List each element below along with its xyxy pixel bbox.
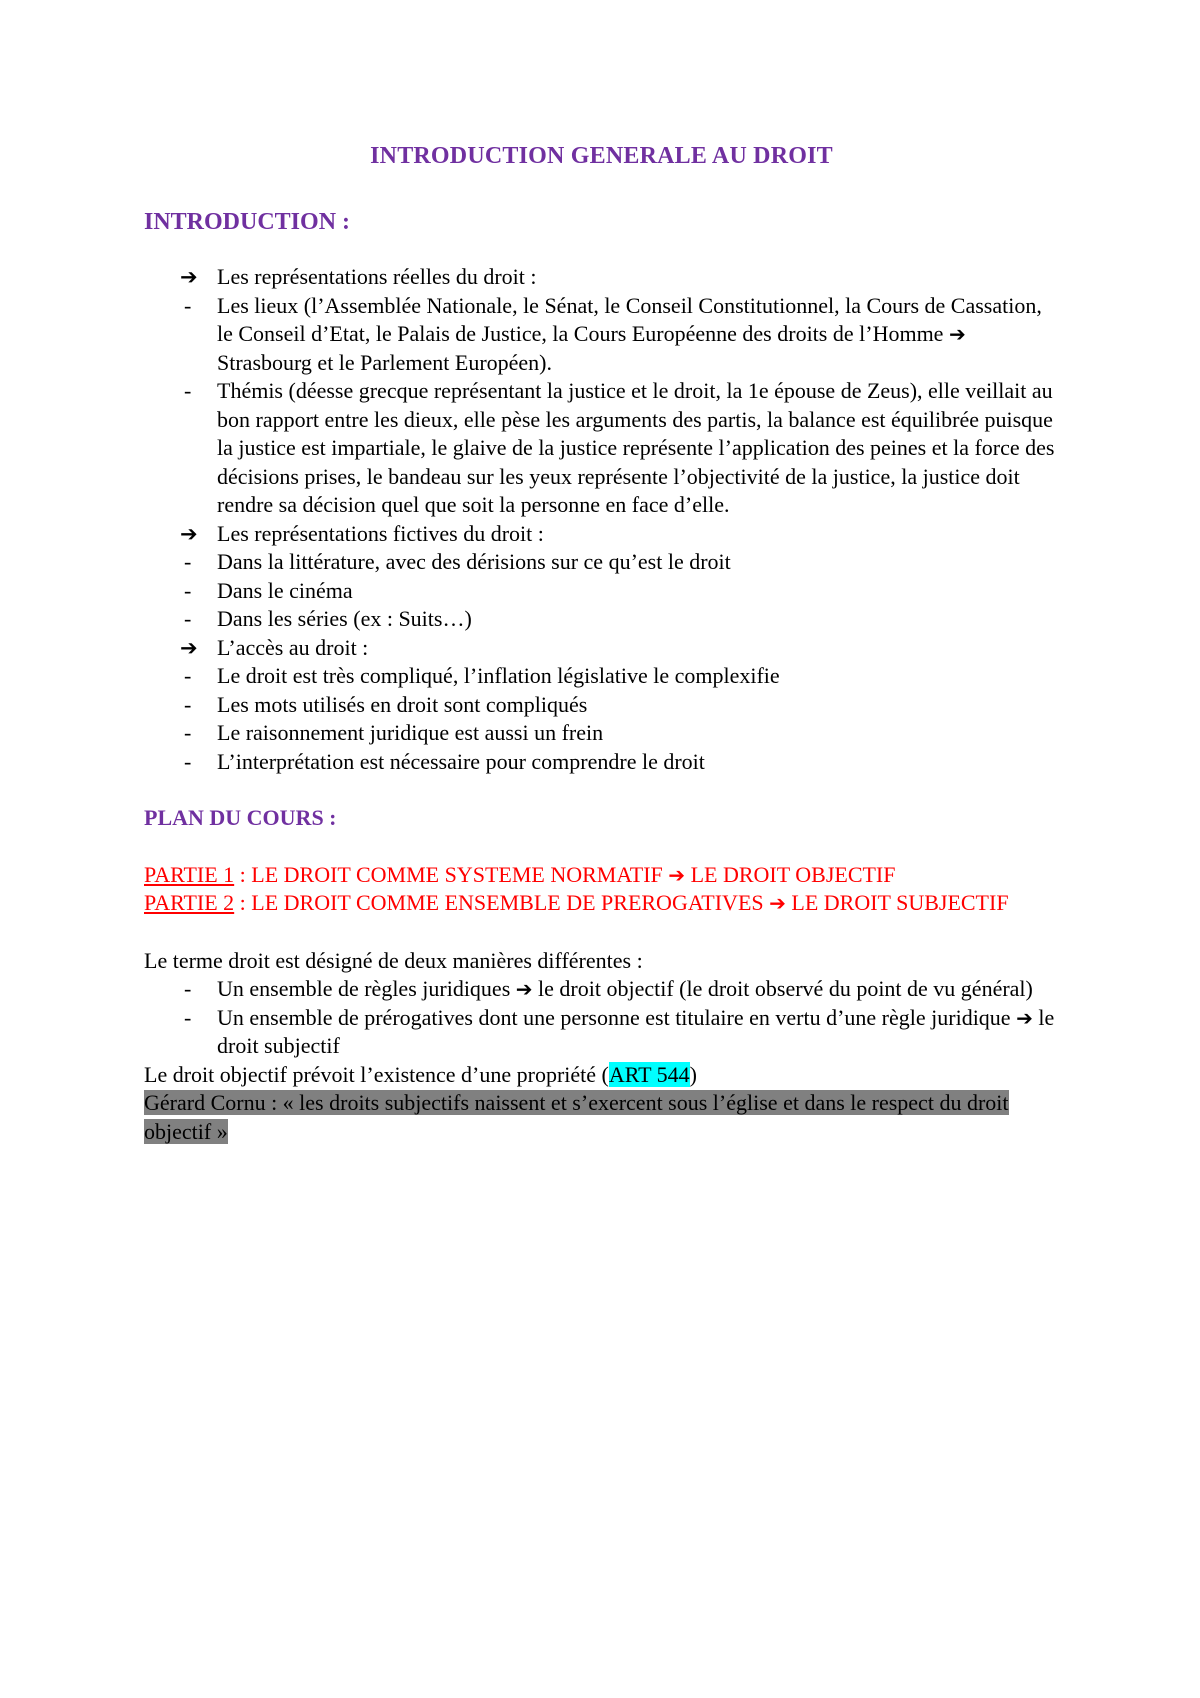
arrow-right-icon: ➔ [515,977,533,1001]
dash-bullet: - [184,720,192,745]
list-item-text: Le droit est très compliqué, l’inflation législative le complexifie [217,663,780,688]
arrow-bullet-icon: ➔ [180,635,198,660]
property-text-end: ) [689,1061,697,1087]
quote-paragraph [144,1089,1056,1146]
list-item [144,520,1059,549]
plan-part-text: : LE DROIT COMME ENSEMBLE DE PREROGATIVES [234,890,770,915]
list-item-text: Un ensemble de règles juridiques [217,976,516,1001]
property-text: Le droit objectif prévoit l’existence d’une propriété ( [144,1061,609,1087]
list-item-text: Dans la littérature, avec des dérisions sur ce qu’est le droit [217,549,731,574]
article-reference: ART 544 [608,1061,690,1087]
plan-part [144,861,1059,890]
arrow-bullet-icon: ➔ [180,265,198,289]
list-item [144,577,1059,606]
dash-bullet: - [184,606,192,631]
dash-bullet: - [184,1004,192,1030]
dash-bullet: - [184,292,192,318]
intro-heading: INTRODUCTION : [144,208,351,235]
list-item [144,605,1059,634]
plan-part-text: : LE DROIT COMME SYSTEME NORMATIF [234,861,669,887]
list-item-text: Un ensemble de prérogatives dont une personne est titulaire en vertu d’une règle juridique [217,1004,1017,1030]
list-item [144,662,1059,691]
body-paragraph: Le terme droit est désigné de deux manières différentes : [144,947,643,973]
list-item-text: Dans les séries (ex : Suits…) [217,606,472,631]
list-item [144,292,1059,378]
dash-bullet: - [184,378,192,403]
plan-part-result: LE DROIT SUBJECTIF [785,890,1009,915]
arrow-right-icon: ➔ [668,862,686,887]
list-item-text-after: le droit subjectif [217,1004,1055,1058]
dash-bullet: - [184,691,192,717]
list-item-text: Le raisonnement juridique est aussi un frein [217,720,604,745]
plan-part-label: PARTIE 2 [144,890,235,915]
dash-bullet: - [184,577,192,603]
plan-part [144,889,1059,918]
list-item [144,634,1059,663]
plan-heading: PLAN DU COURS : [144,805,337,830]
list-item [144,691,1059,720]
list-item [144,1004,1059,1061]
list-item [144,975,1059,1004]
course-plan [144,861,1059,918]
cornu-quote: Gérard Cornu : « les droits subjectifs naissent et s’exercent sous l’église et dans le respect du droit objectif » [144,1090,1009,1144]
dash-bullet: - [184,663,192,688]
arrow-right-icon: ➔ [1016,1005,1033,1030]
list-item-text: Dans le cinéma [217,577,353,603]
list-item [144,548,1059,577]
list-item-text: Les représentations fictives du droit : [217,520,544,546]
list-item-text: L’interprétation est nécessaire pour comprendre le droit [217,748,705,774]
list-item [144,748,1059,777]
intro-list [144,263,1059,776]
property-paragraph [144,1061,1059,1090]
dash-bullet: - [184,748,192,774]
list-item-text: Les représentations réelles du droit : [217,264,537,289]
list-item-text: Thémis (déesse grecque représentant la justice et le droit, la 1e épouse de Zeus), elle veillait au bon rapport entre les dieux, elle pèse les arguments des partis, la balance est équilibrée puisque la justice est impartiale, le glaive de la justice représente l’application des peines et la force des décisions prises, le bandeau sur les yeux représente l’objectivité de la justice, la justice doit rendre sa décision quel que soit la personne en face d’elle. [217,378,1055,517]
dash-bullet: - [184,549,192,574]
list-item-text-after: Strasbourg et le Parlement Européen). [217,349,552,375]
document-title: INTRODUCTION GENERALE AU DROIT [370,143,833,169]
list-item-text-after: le droit objectif (le droit observé du point de vu général) [532,976,1033,1001]
list-item [144,377,1059,520]
plan-part-result: LE DROIT OBJECTIF [685,861,896,887]
document-body [144,142,1059,1146]
plan-part-label: PARTIE 1 [144,861,235,887]
list-item-text: Les lieux (l’Assemblée Nationale, le Sénat, le Conseil Constitutionnel, la Cours de Cassation, le Conseil d’Etat, le Palais de Justice, la Cours Européenne des droits de l’Homme [217,292,1042,346]
arrow-right-icon: ➔ [948,322,966,346]
arrow-bullet-icon: ➔ [180,521,198,546]
list-item-text: L’accès au droit : [217,634,369,660]
list-item [144,263,1059,292]
list-item-text: Les mots utilisés en droit sont compliqués [217,691,588,717]
dash-bullet: - [184,976,192,1001]
list-item [144,719,1059,748]
arrow-right-icon: ➔ [769,891,786,915]
